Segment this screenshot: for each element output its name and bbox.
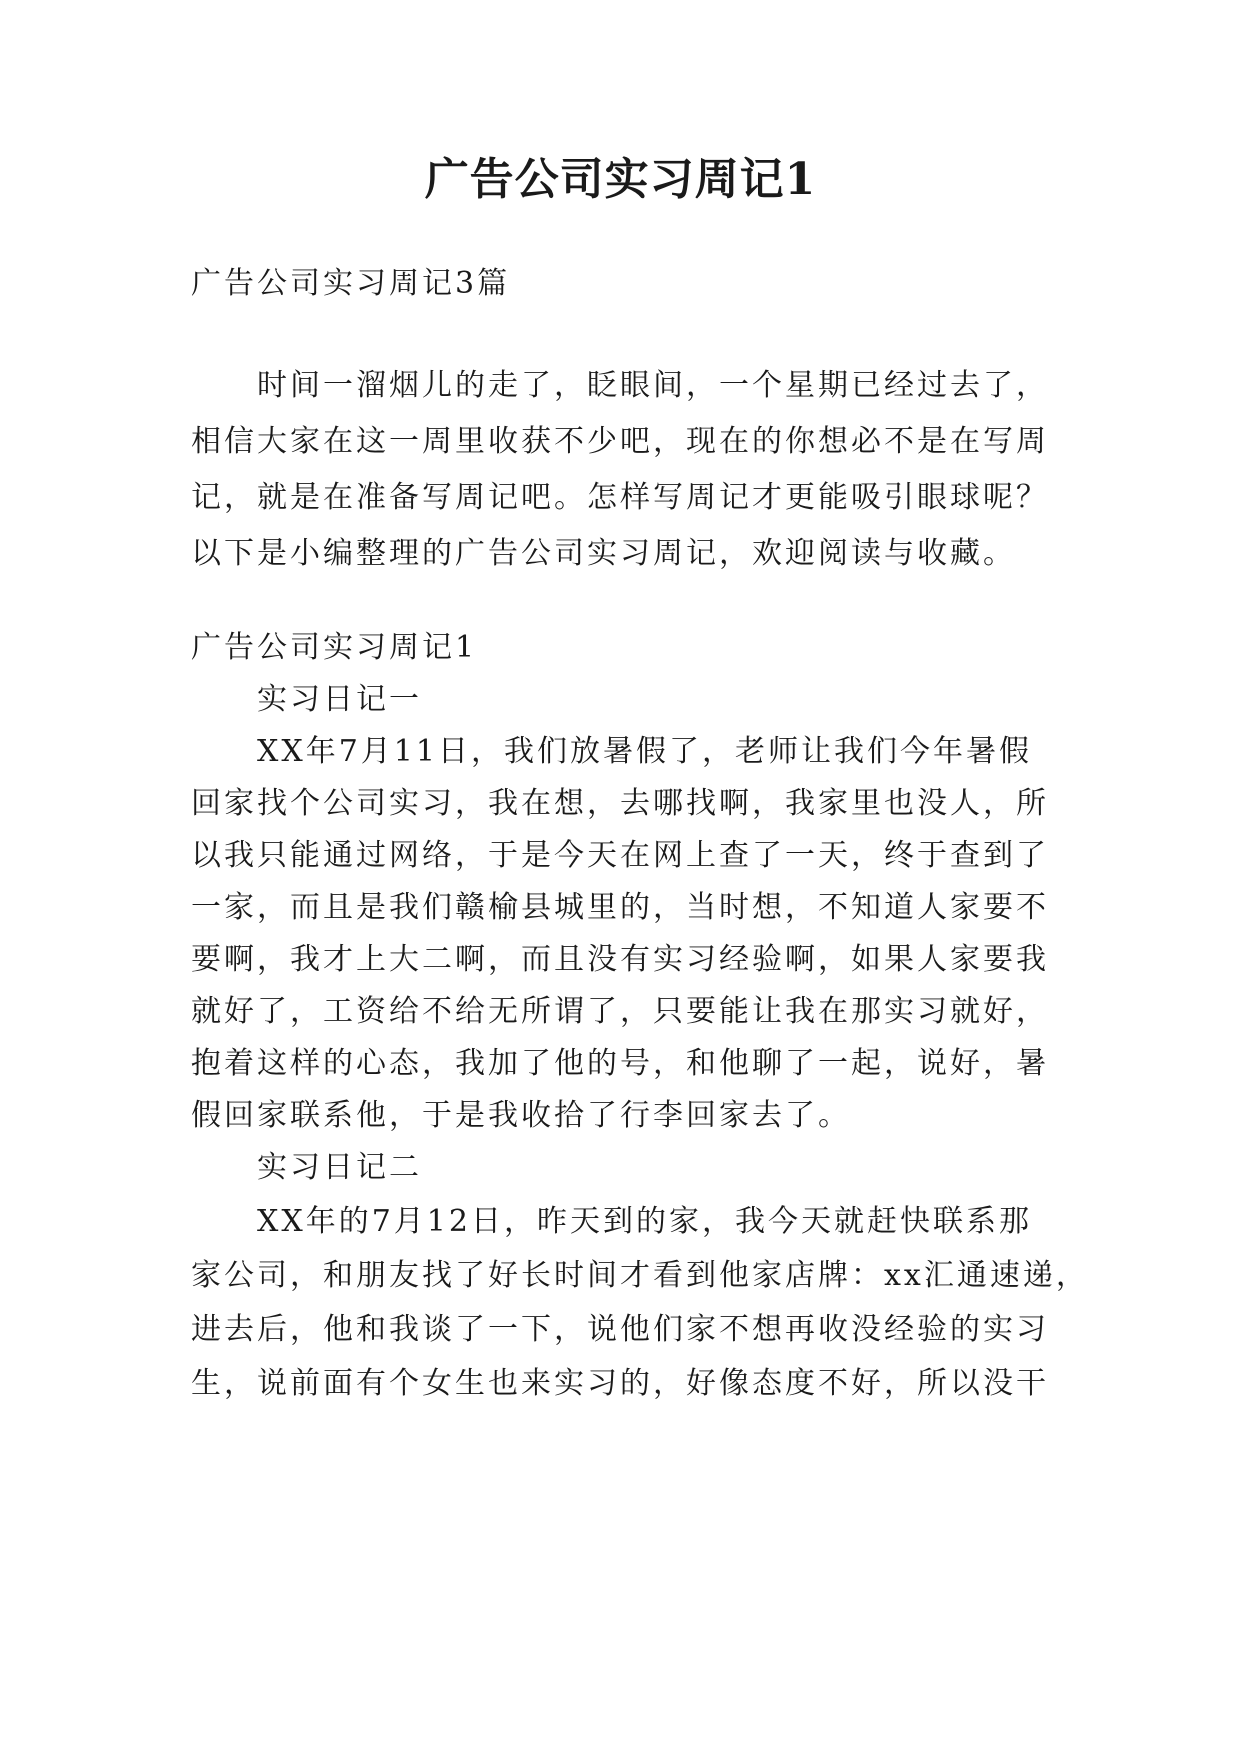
intro-line: 时间一溜烟儿的走了，眨眼间，一个星期已经过去了， [257, 368, 1049, 403]
diary-line: 要啊，我才上大二啊，而且没有实习经验啊，如果人家要我 [191, 942, 1049, 977]
diary-line: 抱着这样的心态，我加了他的号，和他聊了一起，说好，暑 [191, 1046, 1049, 1081]
diary-line: 生，说前面有个女生也来实习的，好像态度不好，所以没干 [191, 1366, 1049, 1401]
diary-line: 进去后，他和我谈了一下，说他们家不想再收没经验的实习 [191, 1312, 1049, 1347]
diary-line: XX年的7月12日，昨天到的家，我今天就赶快联系那 [257, 1204, 1032, 1239]
section-heading: 广告公司实习周记1 [191, 630, 478, 665]
diary-line: 以我只能通过网络，于是今天在网上查了一天，终于查到了 [191, 838, 1049, 873]
diary-line: XX年7月11日，我们放暑假了，老师让我们今年暑假 [257, 734, 1032, 769]
intro-line: 以下是小编整理的广告公司实习周记，欢迎阅读与收藏。 [191, 536, 1016, 571]
diary-line: 回家找个公司实习，我在想，去哪找啊，我家里也没人，所 [191, 786, 1049, 821]
intro-line: 相信大家在这一周里收获不少吧，现在的你想必不是在写周 [191, 424, 1049, 459]
document-subtitle: 广告公司实习周记3篇 [191, 266, 511, 301]
intro-line: 记，就是在准备写周记吧。怎样写周记才更能吸引眼球呢？ [191, 480, 1049, 515]
diary-line: 假回家联系他，于是我收拾了行李回家去了。 [191, 1098, 851, 1133]
diary-heading: 实习日记二 [257, 1150, 422, 1185]
diary-line: 一家，而且是我们赣榆县城里的，当时想，不知道人家要不 [191, 890, 1049, 925]
diary-line: 家公司，和朋友找了好长时间才看到他家店牌：xx汇通速递， [191, 1258, 1089, 1293]
document-title: 广告公司实习周记1 [424, 154, 817, 205]
diary-line: 就好了，工资给不给无所谓了，只要能让我在那实习就好， [191, 994, 1049, 1029]
diary-heading: 实习日记一 [257, 682, 422, 717]
